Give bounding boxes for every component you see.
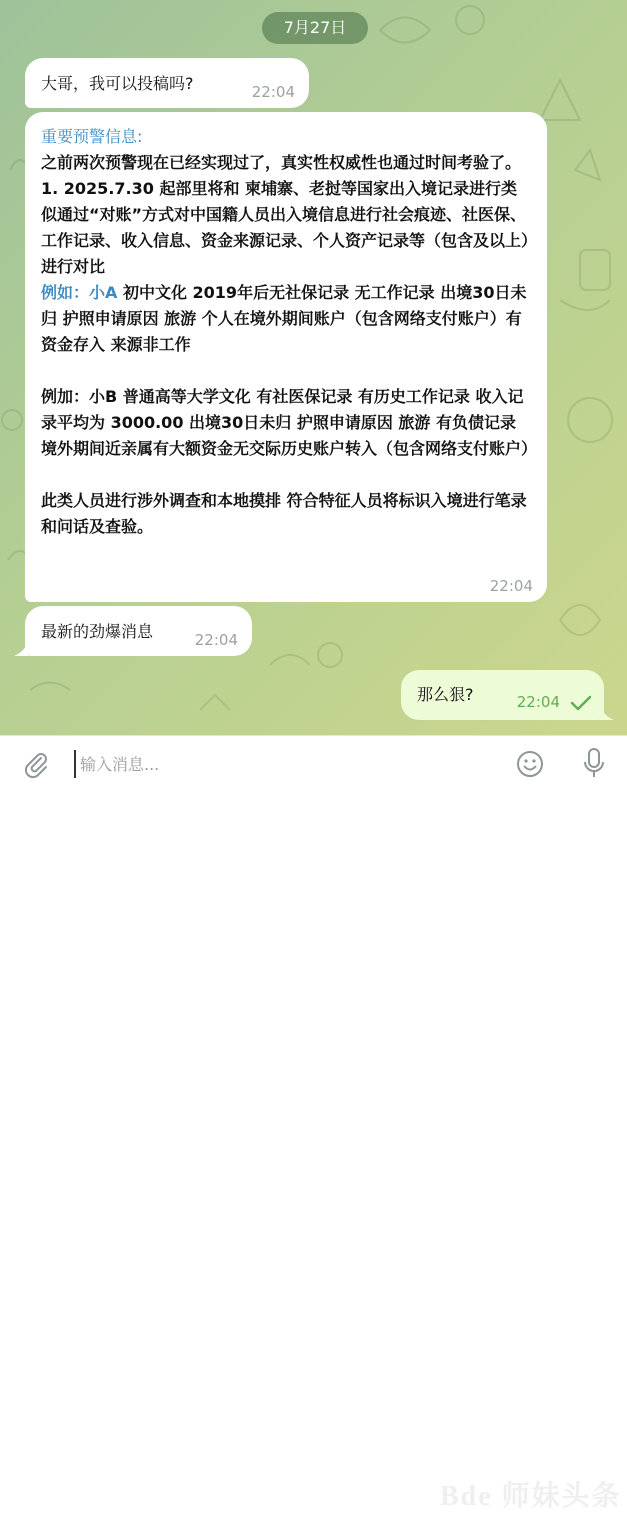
date-separator: 7月27日 [262,12,368,44]
message-intro: 之前两次预警现在已经实现过了，真实性权威性也通过时间考验了。 [41,153,522,172]
incoming-message[interactable] [25,58,309,108]
message-text: 最新的劲爆消息 [41,622,154,641]
paperclip-icon[interactable] [22,750,50,778]
message-composer [0,735,627,1512]
incoming-message[interactable] [25,606,252,656]
microphone-icon[interactable] [582,747,606,779]
message-example-a [41,280,531,358]
message-text: 那么狠? [417,685,474,704]
bubble-tail [14,642,28,656]
message-time: 22:04 [251,83,295,101]
example-a-label: 例如：小A [41,283,118,302]
paragraph-gap [41,358,531,384]
watermark: Bde 师妹头条 [440,1481,622,1512]
message-time: 22:04 [194,631,238,649]
checkmark-icon [570,694,592,712]
smiley-icon[interactable] [515,749,545,779]
message-text: 大哥，我可以投稿吗? [41,74,194,93]
example-a-text: 初中文化 2019年后无社保记录 无工作记录 出境30日未归 护照申请原因 旅游 个人在境外期间账户（包含网络支付账户）有资金存入 来源非工作 [41,283,527,354]
message-conclusion: 此类人员进行涉外调查和本地摸排 符合特征人员将标识入境进行笔录和问话及查验。 [41,491,527,536]
bubble-tail [600,706,614,720]
outgoing-message[interactable] [401,670,604,720]
paragraph-gap [41,462,531,488]
message-time: 22:04 [516,693,560,711]
message-item-1: 1. 2025.7.30 起部里将和 柬埔寨、老挝等国家出入境记录进行类似通过“对账”方式对中国籍人员出入境信息进行社会痕迹、社医保、工作记录、收入信息、资金来源记录、个人资产记录等（包含及以上）进行对比 [41,179,530,276]
message-example-b: 例加：小B 普通高等大学文化 有社医保记录 有历史工作记录 收入记录平均为 3000.00 出境30日未归 护照申请原因 旅游 有负债记录 境外期间近亲属有大额资金无交际历史账户转入（包含网络支付账户） [41,387,538,458]
message-time: 22:04 [489,577,533,595]
message-heading: 重要预警信息: [41,127,143,146]
message-input[interactable] [74,750,462,778]
incoming-message-warning[interactable] [25,112,547,602]
